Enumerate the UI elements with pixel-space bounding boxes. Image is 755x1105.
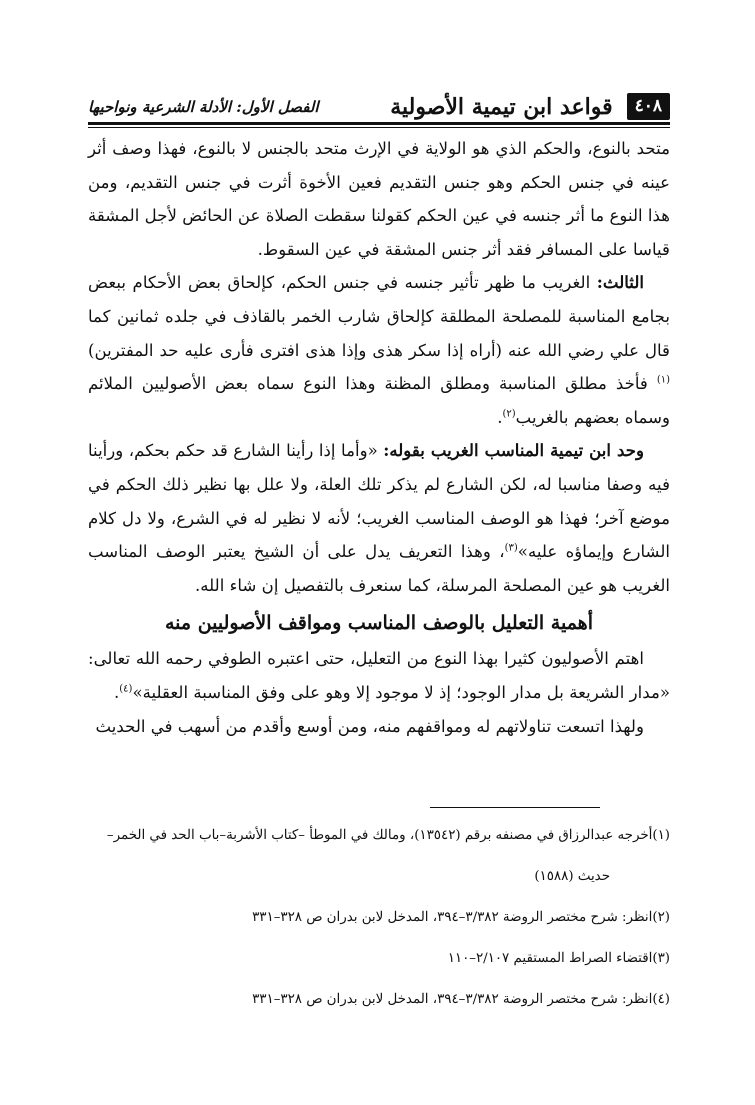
paragraph <box>88 710 670 744</box>
footnotes <box>88 815 670 1020</box>
paragraph-text: متحد بالنوع، والحكم الذي هو الولاية في الإرث متحد بالجنس لا بالنوع، فهذا وصف أثر عينه في جنس الحكم وهو جنس التقديم فعين الأخوة أثرت في جنس التقديم، ومن هذا النوع ما أثر جنسه في عين الحكم كقولنا سقطت الصلاة عن الحائض لأجل المشقة قياسا على المسافر فقد أثر جنس المشقة في عين السقوط. <box>88 139 670 259</box>
footnote-ref-3[interactable]: (٣) <box>504 542 518 554</box>
section-heading: أهمية التعليل بالوصف المناسب ومواقف الأصوليين منه <box>165 612 593 635</box>
paragraph-text: ولهذا اتسعت تناولاتهم له ومواقفهم منه، ومن أوسع وأقدم من أسهب في الحديث <box>95 716 644 736</box>
paragraph <box>88 434 670 602</box>
paragraph-text: «وأما إذا رأينا الشارع قد حكم بحكم، ورأينا فيه وصفا مناسبا له، لكن الشارع لم يذكر تلك العلة، ولا علل بها نظير ذلك الحكم في موضع آخر؛ فهذا هو الوصف المناسب الغريب؛ لأنه لا نظير له في الشرع، ولا دل كلام الشارع وإيماؤه عليه» <box>88 441 670 562</box>
footnote: (٣)اقتضاء الصراط المستقيم ٢/١٠٧–١١٠ <box>447 951 670 966</box>
paragraph <box>88 266 670 434</box>
paragraph-text: . <box>113 682 120 702</box>
footnote-ref-2[interactable]: (٢) <box>502 408 516 420</box>
footnote-ref-1[interactable]: (١) <box>656 374 670 386</box>
running-header <box>88 84 670 120</box>
page-number: ٤٠٨ <box>627 93 670 120</box>
paragraph <box>88 132 670 266</box>
main-text <box>88 132 670 743</box>
paragraph-text: اهتم الأصوليون كثيرا بهذا النوع من التعليل، حتى اعتبره الطوفي رحمه الله تعالى: «مدار الشريعة بل مدار الوجود؛ إذ لا موجود إلا وهو على وفق المناسبة العقلية» <box>88 649 670 702</box>
paragraph-text: ، وهذا التعريف يدل على أن الشيخ يعتبر الوصف المناسب الغريب هو عين المصلحة المرسلة، كما سنعرف بالتفصيل إن شاء الله. <box>88 542 670 595</box>
paragraph <box>88 642 670 709</box>
book-title: قواعد ابن تيمية الأصولية <box>390 94 613 120</box>
header-rule-thin <box>88 127 670 128</box>
footnote-ref-4[interactable]: (٤) <box>119 683 133 695</box>
footnote: (٢)انظر: شرح مختصر الروضة ٣/٣٨٢–٣٩٤، المدخل لابن بدران ص ٣٢٨–٣٣١ <box>252 910 670 925</box>
footnote: (١)أخرجه عبدالرزاق في مصنفه برقم (١٣٥٤٢)، ومالك في الموطأ –كتاب الأشربة–باب الحد في الخمر– <box>106 828 670 843</box>
paragraph-text: الغريب ما ظهر تأثير جنسه في جنس الحكم، كإلحاق بعض الأحكام ببعض بجامع المناسبة للمصلحة المطلقة كإلحاق شارب الخمر بالقاذف في جلده ثمانين كما قال علي رضي الله عنه (أراه إذا سكر هذى وإذا هذى افترى فأرى عليه حد المفترين) <box>88 273 670 360</box>
footnote: (٤)انظر: شرح مختصر الروضة ٣/٣٨٢–٣٩٤، المدخل لابن بدران ص ٣٢٨–٣٣١ <box>252 992 670 1007</box>
footnote-continuation: حديث (١٥٨٨) <box>534 869 610 884</box>
paragraph-text: . <box>497 407 503 427</box>
paragraph-lead: الثالث: <box>596 272 644 293</box>
paragraph-lead: وحد ابن تيمية المناسب الغريب بقوله: <box>383 440 644 461</box>
paragraph-text: فأخذ مطلق المناسبة ومطلق المظنة وهذا النوع سماه بعض الأصوليين الملائم وسماه بعضهم بالغريب <box>88 374 670 427</box>
header-rule <box>88 122 670 125</box>
footnote-separator <box>430 807 600 808</box>
section-title: الفصل الأول: الأدلة الشرعية ونواحيها <box>88 98 319 116</box>
